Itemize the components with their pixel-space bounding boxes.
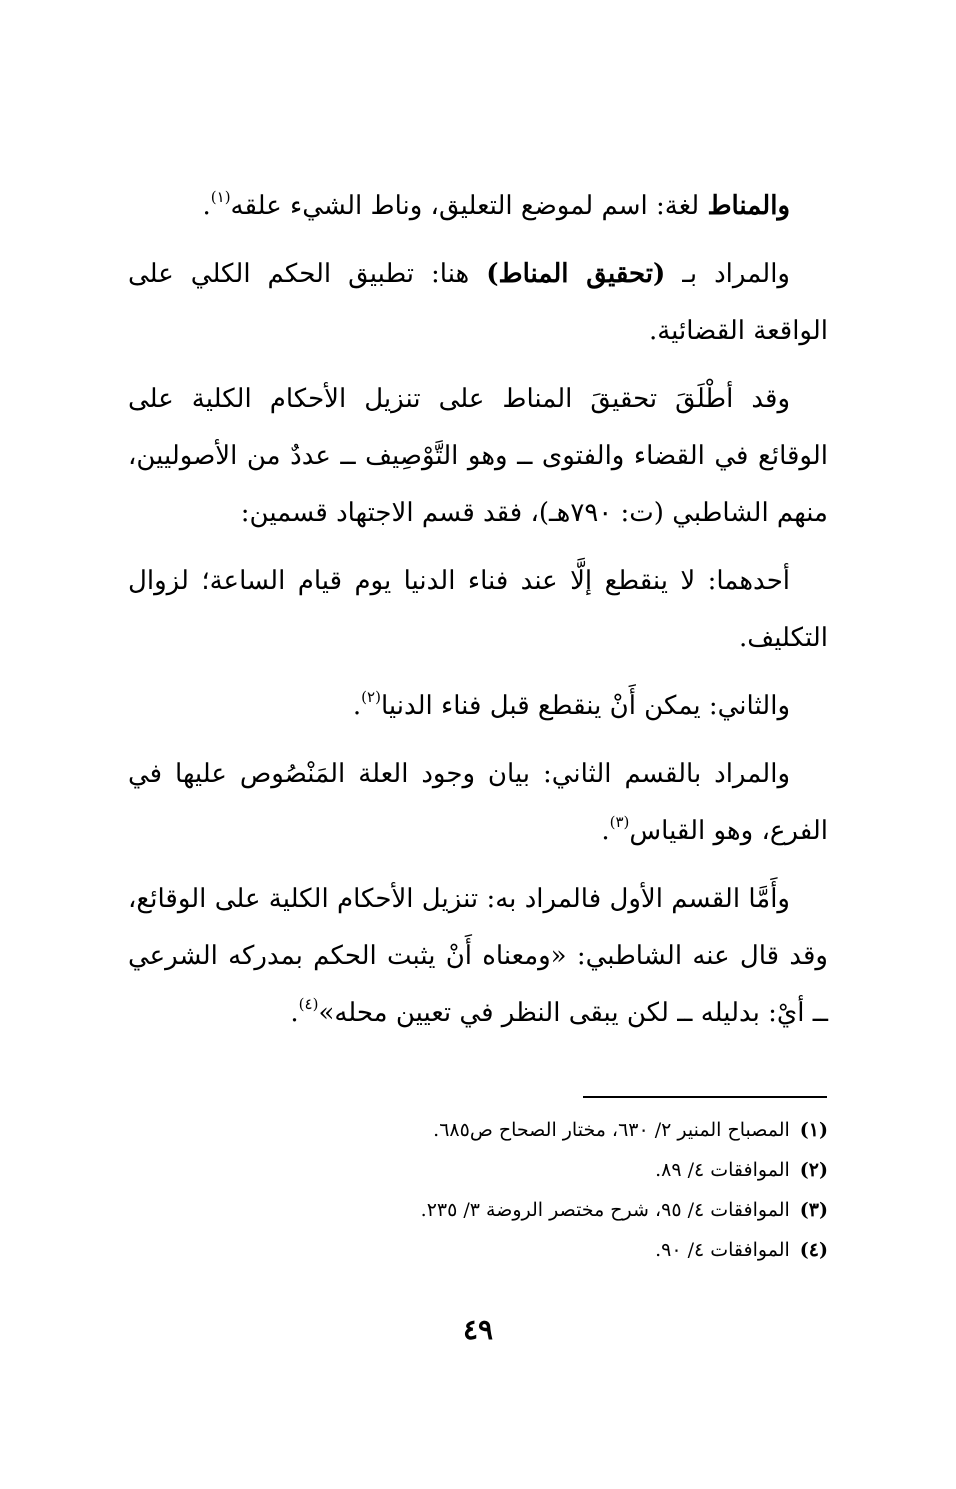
footnote-ref[interactable]: (٢) xyxy=(361,688,381,706)
bold-term: (تحقيق المناط) xyxy=(486,259,666,289)
paragraph-tail: . xyxy=(202,191,211,221)
footnote-item xyxy=(128,1110,828,1150)
main-text xyxy=(128,178,828,1053)
footnote-item xyxy=(128,1190,828,1230)
paragraph-tail: . xyxy=(290,998,299,1028)
footnote-number: (٤) xyxy=(799,1239,828,1261)
footnote-ref[interactable]: (٣) xyxy=(609,813,630,831)
footnote-ref[interactable]: (٤) xyxy=(298,995,319,1013)
footnote-number: (١) xyxy=(799,1119,828,1141)
footnote-item xyxy=(128,1150,828,1190)
paragraph-text: لغة: اسم لموضع التعليق، وناط الشيء علقه xyxy=(230,191,708,221)
paragraph-tail: . xyxy=(352,691,362,721)
paragraph-text: وقد أطْلَقَ تحقيقَ المناط على تنزيل الأحكام الكلية على الوقائع في القضاء والفتوى ــ وهو التَّوْصِيف ــ عددٌ من الأصوليين، منهم الشاطبي (ت: ٧٩٠هـ)، فقد قسم الاجتهاد قسمين: xyxy=(128,384,828,528)
footnote-ref[interactable]: (١) xyxy=(210,188,231,206)
footnote-text: الموافقات ٤/ ٨٩. xyxy=(655,1159,790,1181)
paragraph-text: والثاني: يمكن أَنْ ينقطع قبل فناء الدنيا xyxy=(380,691,790,721)
paragraph-first-part xyxy=(128,553,828,667)
paragraph-text: أحدهما: لا ينقطع إلَّا عند فناء الدنيا يوم قيام الساعة؛ لزوال التكليف. xyxy=(128,566,828,653)
page-number: ٤٩ xyxy=(462,1313,494,1346)
footnote-text: الموافقات ٤/ ٩٠. xyxy=(655,1239,790,1261)
paragraph-manat-definition xyxy=(128,178,828,235)
paragraph-second-meaning xyxy=(128,746,828,860)
footnotes xyxy=(128,1110,828,1270)
footnote-number: (٢) xyxy=(799,1159,828,1181)
paragraph-first-meaning xyxy=(128,871,828,1042)
paragraph-second-part xyxy=(128,678,828,735)
footnote-text: المصباح المنير ٢/ ٦٣٠، مختار الصحاح ص٦٨٥. xyxy=(433,1119,790,1141)
paragraph-text: وأَمَّا القسم الأول فالمراد به: تنزيل الأحكام الكلية على الوقائع، وقد قال عنه الشاطبي: «ومعناه أَنْ يثبت الحكم بمدركه الشرعي ــ أيْ: بدليله ــ لكن يبقى النظر في تعيين محله» xyxy=(128,884,828,1028)
paragraph-tail: . xyxy=(601,816,610,846)
footnote-divider xyxy=(583,1096,827,1098)
paragraph-pre: والمراد بـ xyxy=(665,259,790,289)
paragraph-text: هنا: تطبيق الحكم الكلي على الواقعة القضائية. xyxy=(128,259,828,346)
paragraph-usuliyyin xyxy=(128,371,828,542)
paragraph-tahqiq-meaning xyxy=(128,246,828,360)
footnote-item xyxy=(128,1230,828,1270)
footnote-text: الموافقات ٤/ ٩٥، شرح مختصر الروضة ٣/ ٢٣٥. xyxy=(420,1199,790,1221)
paragraph-text: والمراد بالقسم الثاني: بيان وجود العلة المَنْصُوص عليها في الفرع، وهو القياس xyxy=(128,759,828,846)
bold-term: والمناط xyxy=(707,191,790,221)
footnote-number: (٣) xyxy=(799,1199,828,1221)
